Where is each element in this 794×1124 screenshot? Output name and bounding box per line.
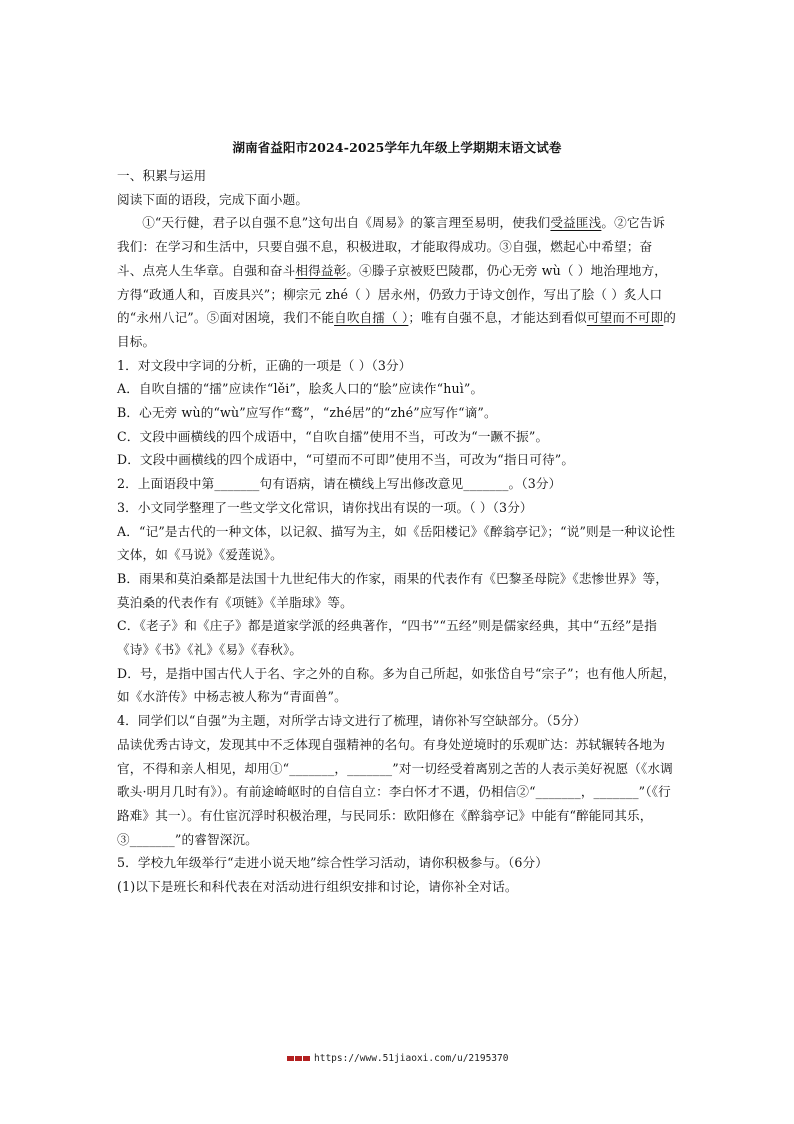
question-1-option-d: D．文段中画横线的四个成语中，“可望而不可即”使用不当，可改为“指日可待”。 bbox=[117, 452, 575, 468]
reading-passage bbox=[117, 211, 677, 353]
question-1-option-a: A．自吹自擂的“擂”应读作“lěi”，脍炙人口的“脍”应读作“huì”。 bbox=[117, 381, 484, 397]
question-1-option-c: C．文段中画横线的四个成语中，“自吹自擂”使用不当，可改为“一蹶不振”。 bbox=[117, 428, 549, 444]
reading-instruction: 阅读下面的语段，完成下面小题。 bbox=[117, 191, 309, 207]
question-4-body: 品读优秀古诗文，发现其中不乏体现自强精神的名句。有身处逆境时的乐观旷达：苏轼辗转各地为官，不得和亲人相见，却用①“_______，_______”对一切经受着离别之苦的人表示美好祝愿（《水调歌头·明月几时有》）。有前途崎岖时的自信自立：李白怀才不遇，仍相信②“_______，_______”（《行路难》其一）。有仕宦沉浮时积极治理，与民同乐：欧阳修在《醉翁亭记》中能有“醉能同其乐，③_______”的睿智深沉。 bbox=[117, 736, 673, 847]
passage-text: 。②它告诉我们：在学习和生活中，只要自强不息，积极进取，才能取得成功。③自强，燃起心中希望；奋斗、点亮人生华章。自强和奋斗 bbox=[117, 215, 666, 278]
underlined-idiom: 相得益彰 bbox=[295, 262, 347, 278]
passage-text: 的目标。 bbox=[117, 310, 677, 349]
question-3-option-d: D．号，是指中国古代人于名、字之外的自称。多为自己所起，如张岱自号“宗子”；也有他人所起，如《水浒传》中杨志被人称为“青面兽”。 bbox=[117, 665, 676, 705]
passage-text: ①“天行健，君子以自强不息”这句出自《周易》的篆言理至易明，使我们 bbox=[142, 215, 551, 231]
passage-text: ；唯有自强不息，才能达到看似 bbox=[408, 310, 587, 326]
question-3-option-b: B．雨果和莫泊桑都是法国十九世纪伟大的作家，雨果的代表作有《巴黎圣母院》《悲惨世界》等，莫泊桑的代表作有《项链》《羊脂球》等。 bbox=[117, 570, 669, 610]
document-title: 湖南省益阳市2024-2025学年九年级上学期期末语文试卷 bbox=[232, 140, 562, 155]
question-5: 5．学校九年级举行“走进小说天地”综合性学习活动，请你积极参与。（6分） bbox=[117, 855, 549, 871]
question-1-option-b: B．心无旁 wù的“wù”应写作“鹜”，“zhé居”的“zhé”应写作“谪”。 bbox=[117, 405, 497, 421]
section-heading: 一、积累与运用 bbox=[117, 168, 207, 183]
document-body bbox=[117, 138, 677, 899]
question-4: 4．同学们以“自强”为主题，对所学古诗文进行了梳理，请你补写空缺部分。（5分） bbox=[117, 713, 587, 729]
footer-url[interactable]: https://www.51jiaoxi.com/u/2195370 bbox=[314, 1053, 509, 1064]
underlined-idiom: 受益匪浅 bbox=[550, 215, 602, 231]
question-3-option-c: C．《老子》和《庄子》都是道家学派的经典著作，“四书”“五经”则是儒家经典，其中“五经”是指《诗》《书》《礼》《易》《春秋》。 bbox=[117, 618, 658, 658]
passage-text: 。④滕子京被贬巴陵郡，仍心无旁 wù（ ）地治理地方，方得“政通人和，百废具兴”；柳宗元 zhé（ ）居永州，仍致力于诗文创作，写出了脍（ ）炙人口的“永州八记”。⑤面对困境，我们不能 bbox=[117, 262, 668, 326]
question-3-option-a: A．“记”是古代的一种文体，以记叙、描写为主，如《岳阳楼记》《醉翁亭记》；“说”则是一种议论性文体，如《马说》《爱莲说》。 bbox=[117, 523, 676, 563]
question-2: 2．上面语段中第_______句有语病，请在横线上写出修改意见_______。（3分） bbox=[117, 476, 562, 492]
page-footer bbox=[287, 1053, 508, 1064]
underlined-idiom: 自吹自擂（ ） bbox=[334, 310, 409, 326]
question-5-part-1: (1)以下是班长和科代表在对活动进行组织安排和讨论，请你补全对话。 bbox=[117, 879, 518, 895]
question-3: 3．小文同学整理了一些文学文化常识，请你找出有误的一项。（ ）（3分） bbox=[117, 499, 533, 515]
question-1: 1．对文段中字词的分析，正确的一项是（ ）（3分） bbox=[117, 357, 412, 373]
site-logo-icon bbox=[287, 1056, 310, 1061]
underlined-idiom: 可望而不可即 bbox=[586, 310, 664, 326]
